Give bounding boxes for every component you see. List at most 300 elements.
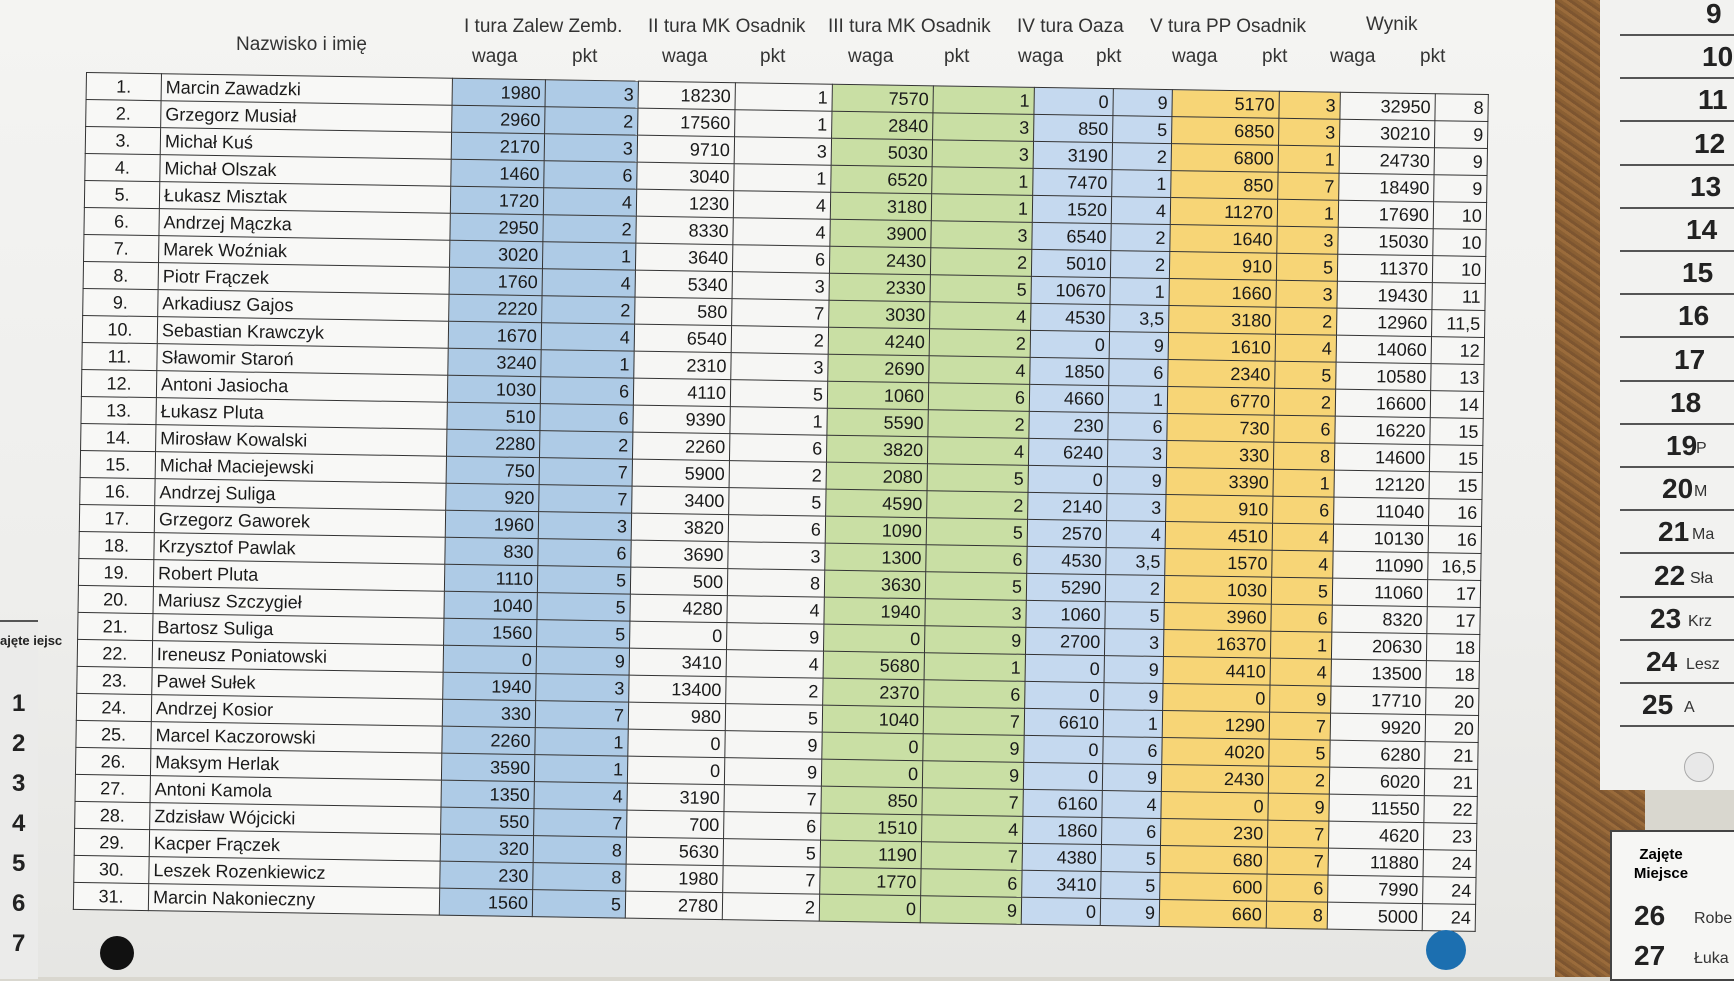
- participant-name: Leszek Rozenkiewicz: [149, 857, 440, 889]
- weight-cell: 1570: [1165, 549, 1272, 578]
- weight-cell: 3190: [627, 783, 724, 812]
- weight-cell: 320: [440, 834, 533, 862]
- points-cell: 5: [537, 566, 630, 594]
- participant-name: Antoni Jasiocha: [156, 371, 447, 403]
- weight-cell: 1660: [1169, 279, 1276, 308]
- weight-cell: 6020: [1329, 767, 1424, 795]
- row-number: 11.: [82, 342, 157, 370]
- side-place-number: 27: [1634, 940, 1666, 971]
- weight-cell: 4530: [1031, 303, 1110, 331]
- participant-name: Łukasz Pluta: [156, 398, 447, 430]
- participant-name: Marek Woźniak: [159, 236, 450, 268]
- points-cell: 6: [538, 539, 631, 567]
- weight-cell: 330: [1166, 441, 1273, 470]
- points-cell: 7: [921, 842, 1022, 871]
- side-place-name: Ma: [1692, 526, 1715, 544]
- header-weight-2: waga: [662, 46, 708, 67]
- weight-cell: 5170: [1172, 90, 1279, 119]
- weight-cell: 5630: [626, 837, 723, 866]
- weight-cell: 5900: [632, 459, 729, 488]
- points-cell: 9: [536, 647, 629, 675]
- weight-cell: 3190: [1033, 141, 1112, 169]
- left-place-number: 5: [12, 850, 26, 877]
- points-cell: 16: [1429, 499, 1482, 527]
- points-cell: 3: [1104, 629, 1163, 657]
- points-cell: 1: [1112, 170, 1171, 198]
- side-place-name: M: [1694, 483, 1708, 501]
- weight-cell: 4510: [1165, 522, 1272, 551]
- points-cell: 9: [922, 761, 1023, 790]
- weight-cell: 20630: [1331, 632, 1426, 660]
- weight-cell: 4240: [828, 327, 929, 356]
- weight-cell: 850: [1171, 171, 1278, 200]
- points-cell: 15: [1429, 445, 1482, 473]
- points-cell: 1: [542, 242, 635, 270]
- points-cell: 4: [1111, 197, 1170, 225]
- side-place-number: 21: [1658, 516, 1690, 548]
- side-row-divider: [1620, 596, 1734, 598]
- points-cell: 4: [733, 218, 830, 247]
- weight-cell: 750: [446, 456, 539, 484]
- row-number: 17.: [79, 504, 154, 532]
- points-cell: 7: [539, 458, 632, 486]
- points-cell: 9: [1268, 793, 1329, 821]
- weight-cell: 500: [630, 567, 727, 596]
- points-cell: 2: [1276, 307, 1337, 335]
- points-cell: 6: [544, 161, 637, 189]
- side-place-name: Robe: [1694, 910, 1733, 927]
- weight-cell: 5030: [831, 138, 932, 167]
- points-cell: 5: [1101, 845, 1160, 873]
- weight-cell: 910: [1169, 252, 1276, 281]
- weight-cell: 0: [823, 624, 924, 653]
- weight-cell: 4590: [826, 489, 927, 518]
- points-cell: 7: [724, 785, 821, 814]
- weight-cell: 3180: [830, 192, 931, 221]
- points-cell: 9: [1107, 467, 1166, 495]
- points-cell: 4: [542, 269, 635, 297]
- weight-cell: 3240: [448, 348, 541, 376]
- side-places-header: Zajęte Miejsce: [1633, 846, 1689, 882]
- row-number: 27.: [75, 774, 150, 802]
- row-number: 12.: [81, 369, 156, 397]
- weight-cell: 850: [821, 786, 922, 815]
- row-number: 15.: [80, 450, 155, 478]
- row-number: 30.: [74, 855, 149, 883]
- side-row-divider: [1620, 207, 1734, 209]
- weight-cell: 1040: [444, 591, 537, 619]
- points-cell: 4: [929, 356, 1030, 385]
- points-cell: 2: [930, 248, 1031, 277]
- points-cell: 7: [539, 485, 632, 513]
- weight-cell: 3410: [629, 648, 726, 677]
- points-cell: 1: [1103, 710, 1162, 738]
- weight-cell: 3820: [826, 435, 927, 464]
- weight-cell: 2960: [452, 105, 545, 133]
- weight-cell: 3640: [635, 243, 732, 272]
- participant-name: Michał Kuś: [160, 128, 451, 160]
- weight-cell: 14600: [1334, 443, 1429, 471]
- weight-cell: 19430: [1337, 281, 1432, 309]
- points-cell: 7: [1269, 712, 1330, 740]
- side-place-number: 9: [1706, 0, 1722, 29]
- weight-cell: 4660: [1029, 384, 1108, 412]
- weight-cell: 1350: [441, 780, 534, 808]
- points-cell: 2: [1268, 766, 1329, 794]
- points-cell: 1: [1278, 145, 1339, 173]
- participant-name: Arkadiusz Gajos: [158, 290, 449, 322]
- side-row-divider: [1620, 466, 1734, 468]
- weight-cell: 2330: [829, 273, 930, 302]
- weight-cell: 6280: [1330, 740, 1425, 768]
- participant-name: Andrzej Suliga: [155, 479, 446, 511]
- points-cell: 9: [1109, 332, 1168, 360]
- points-cell: 7: [1278, 172, 1339, 200]
- points-cell: 3: [538, 512, 631, 540]
- points-cell: 6: [728, 515, 825, 544]
- side-row-divider: [1620, 164, 1734, 166]
- push-pin-white: [1684, 752, 1714, 782]
- weight-cell: 730: [1167, 414, 1274, 443]
- participant-name: Marcin Nakonieczny: [148, 884, 439, 916]
- side-row-divider: [1620, 509, 1734, 511]
- weight-cell: 830: [445, 537, 538, 565]
- points-cell: 4: [930, 302, 1031, 331]
- weight-cell: 14060: [1336, 335, 1431, 363]
- weight-cell: 3630: [824, 570, 925, 599]
- weight-cell: 4620: [1328, 821, 1423, 849]
- points-cell: 9: [1102, 764, 1161, 792]
- points-cell: 11: [1432, 283, 1485, 311]
- row-number: 28.: [75, 801, 150, 829]
- side-place-number: 24: [1646, 646, 1678, 677]
- weight-cell: 1560: [444, 618, 537, 646]
- side-place-number: 19: [1666, 430, 1698, 461]
- points-cell: 3: [544, 134, 637, 162]
- left-place-number: 6: [12, 890, 26, 917]
- row-number: 13.: [81, 396, 156, 424]
- weight-cell: 3390: [1166, 468, 1273, 497]
- points-cell: 2: [539, 431, 632, 459]
- weight-cell: 2340: [1168, 360, 1275, 389]
- left-place-number: 7: [12, 930, 26, 957]
- weight-cell: 11370: [1337, 254, 1432, 282]
- points-cell: 4: [1272, 523, 1333, 551]
- weight-cell: 660: [1159, 899, 1266, 928]
- weight-cell: 0: [443, 645, 536, 673]
- points-cell: 7: [534, 809, 627, 837]
- weight-cell: 5010: [1031, 249, 1110, 277]
- points-cell: 2: [1110, 251, 1169, 279]
- weight-cell: 1760: [449, 267, 542, 295]
- points-cell: 5: [730, 380, 827, 409]
- points-cell: 7: [732, 299, 829, 328]
- points-cell: 9: [1104, 656, 1163, 684]
- participant-name: Mariusz Szczygieł: [153, 587, 444, 619]
- points-cell: 15: [1430, 418, 1483, 446]
- points-cell: 7: [1267, 820, 1328, 848]
- weight-cell: 4530: [1027, 546, 1106, 574]
- header-weight-1: waga: [472, 46, 518, 67]
- points-cell: 4: [1106, 521, 1165, 549]
- side-place-name: Krz: [1688, 612, 1712, 630]
- weight-cell: 2700: [1025, 627, 1104, 655]
- points-cell: 24: [1423, 850, 1476, 878]
- points-cell: 5: [926, 518, 1027, 547]
- weight-cell: 2690: [828, 354, 929, 383]
- points-cell: 4: [534, 782, 627, 810]
- header-round-4: IV tura Oaza: [1017, 16, 1124, 37]
- points-cell: 8: [1435, 94, 1488, 122]
- weight-cell: 2140: [1028, 492, 1107, 520]
- weight-cell: 0: [1028, 465, 1107, 493]
- participant-name: Andrzej Mączka: [159, 209, 450, 241]
- weight-cell: 2220: [449, 294, 542, 322]
- points-cell: 1: [1270, 631, 1331, 659]
- weight-cell: 600: [1160, 872, 1267, 901]
- weight-cell: 1460: [451, 159, 544, 187]
- points-cell: 4: [1270, 658, 1331, 686]
- points-cell: 10: [1433, 229, 1486, 257]
- weight-cell: 17690: [1338, 200, 1433, 228]
- points-cell: 2: [928, 410, 1029, 439]
- header-points-3: pkt: [944, 46, 970, 67]
- points-cell: 5: [1105, 602, 1164, 630]
- points-cell: 6: [1267, 874, 1328, 902]
- participant-name: Michał Maciejewski: [155, 452, 446, 484]
- participant-name: Sławomir Staroń: [157, 344, 448, 376]
- weight-cell: 0: [1021, 897, 1100, 925]
- weight-cell: 2080: [826, 462, 927, 491]
- points-cell: 4: [727, 596, 824, 625]
- points-cell: 9: [1434, 121, 1487, 149]
- weight-cell: 1230: [636, 189, 733, 218]
- weight-cell: 0: [821, 759, 922, 788]
- side-place-number: 26: [1634, 900, 1666, 931]
- weight-cell: 1290: [1162, 710, 1269, 739]
- push-pin-blue: [1426, 930, 1466, 970]
- weight-cell: 680: [1160, 845, 1267, 874]
- weight-cell: 6540: [634, 324, 731, 353]
- points-cell: 12: [1431, 337, 1484, 365]
- weight-cell: 0: [819, 894, 920, 923]
- points-cell: 2: [929, 329, 1030, 358]
- weight-cell: 910: [1166, 495, 1273, 524]
- weight-cell: 7990: [1328, 875, 1423, 903]
- weight-cell: 0: [1161, 791, 1268, 820]
- points-cell: 4: [726, 650, 823, 679]
- points-cell: 4: [541, 323, 634, 351]
- header-round-1: I tura Zalew Zemb.: [464, 16, 623, 37]
- weight-cell: 1960: [445, 510, 538, 538]
- weight-cell: 24730: [1339, 146, 1434, 174]
- results-table-body: [73, 73, 1488, 932]
- weight-cell: 3820: [631, 513, 728, 542]
- points-cell: 6: [926, 545, 1027, 574]
- points-cell: 6: [921, 869, 1022, 898]
- weight-cell: 1640: [1170, 225, 1277, 254]
- points-cell: 6: [1271, 604, 1332, 632]
- participant-name: Marcin Zawadzki: [161, 74, 452, 106]
- participant-name: Maksym Herlak: [150, 749, 441, 781]
- weight-cell: 8320: [1332, 605, 1427, 633]
- weight-cell: 11880: [1328, 848, 1423, 876]
- weight-cell: 1040: [822, 705, 923, 734]
- points-cell: 2: [1274, 388, 1335, 416]
- weight-cell: 230: [1029, 411, 1108, 439]
- points-cell: 9: [924, 626, 1025, 655]
- points-cell: 9: [1100, 899, 1159, 927]
- weight-cell: 4110: [633, 378, 730, 407]
- points-cell: 16: [1428, 526, 1481, 554]
- weight-cell: 5340: [635, 270, 732, 299]
- side-place-number: 13: [1690, 170, 1722, 202]
- row-number: 9.: [83, 288, 158, 316]
- weight-cell: 2260: [632, 432, 729, 461]
- row-number: 22.: [77, 639, 152, 667]
- weight-cell: 580: [635, 297, 732, 326]
- weight-cell: 9920: [1330, 713, 1425, 741]
- points-cell: 1: [535, 728, 628, 756]
- weight-cell: 1940: [824, 597, 925, 626]
- points-cell: 1: [735, 83, 832, 112]
- weight-cell: 0: [1025, 654, 1104, 682]
- weight-cell: 6850: [1172, 117, 1279, 146]
- weight-cell: 1770: [820, 867, 921, 896]
- side-place-number: 14: [1686, 214, 1718, 245]
- weight-cell: 32950: [1340, 92, 1435, 120]
- weight-cell: 1860: [1023, 816, 1102, 844]
- weight-cell: 9710: [637, 135, 734, 164]
- row-number: 1.: [86, 73, 161, 101]
- side-row-divider: [1620, 336, 1734, 338]
- weight-cell: 850: [1034, 114, 1113, 142]
- weight-cell: 16220: [1335, 416, 1430, 444]
- points-cell: 3: [931, 221, 1032, 250]
- weight-cell: 9390: [633, 405, 730, 434]
- weight-cell: 920: [446, 483, 539, 511]
- weight-cell: 0: [1024, 735, 1103, 763]
- header-points-5: pkt: [1262, 46, 1288, 67]
- participant-name: Grzegorz Musiał: [161, 101, 452, 133]
- points-cell: 2: [729, 461, 826, 490]
- points-cell: 10: [1433, 202, 1486, 230]
- weight-cell: 11550: [1329, 794, 1424, 822]
- weight-cell: 17560: [638, 108, 735, 137]
- weight-cell: 4410: [1163, 656, 1270, 685]
- header-weight-4: waga: [1018, 46, 1064, 67]
- points-cell: 17: [1427, 580, 1480, 608]
- points-cell: 5: [1101, 872, 1160, 900]
- weight-cell: 10130: [1333, 524, 1428, 552]
- weight-cell: 1510: [821, 813, 922, 842]
- row-number: 31.: [73, 882, 148, 910]
- points-cell: 16,5: [1428, 553, 1481, 581]
- points-cell: 14: [1430, 391, 1483, 419]
- row-number: 3.: [85, 127, 160, 155]
- points-cell: 7: [922, 788, 1023, 817]
- weight-cell: 1850: [1030, 357, 1109, 385]
- points-cell: 24: [1422, 904, 1475, 932]
- weight-cell: 0: [1023, 762, 1102, 790]
- weight-cell: 980: [628, 702, 725, 731]
- weight-cell: 11060: [1332, 578, 1427, 606]
- weight-cell: 230: [440, 861, 533, 889]
- weight-cell: 5290: [1026, 573, 1105, 601]
- weight-cell: 3690: [631, 540, 728, 569]
- weight-cell: 1190: [820, 840, 921, 869]
- points-cell: 1: [1277, 199, 1338, 227]
- points-cell: 6: [540, 377, 633, 405]
- header-points-2: pkt: [760, 46, 786, 67]
- participant-name: Paweł Sułek: [152, 668, 443, 700]
- side-row-divider: [1620, 77, 1734, 79]
- points-cell: 1: [924, 653, 1025, 682]
- weight-cell: 0: [1163, 683, 1270, 712]
- header-weight-5: waga: [1172, 46, 1218, 67]
- weight-cell: 2370: [823, 678, 924, 707]
- points-cell: 1: [735, 110, 832, 139]
- points-cell: 3: [1276, 280, 1337, 308]
- weight-cell: 16370: [1163, 629, 1270, 658]
- participant-name: Andrzej Kosior: [151, 695, 442, 727]
- weight-cell: 15030: [1338, 227, 1433, 255]
- points-cell: 3: [545, 80, 638, 108]
- left-places-sheet: [0, 620, 38, 979]
- weight-cell: 5590: [827, 408, 928, 437]
- side-place-number: 16: [1678, 300, 1710, 332]
- points-cell: 8: [533, 836, 626, 864]
- points-cell: 5: [1113, 116, 1172, 144]
- points-cell: 3: [1107, 494, 1166, 522]
- row-number: 4.: [85, 153, 160, 181]
- points-cell: 3: [932, 140, 1033, 169]
- row-number: 10.: [82, 315, 157, 343]
- participant-name: Bartosz Suliga: [153, 614, 444, 646]
- points-cell: 6: [1273, 496, 1334, 524]
- side-place-name: Lesz: [1686, 656, 1720, 673]
- weight-cell: 3020: [449, 240, 542, 268]
- weight-cell: 6800: [1171, 144, 1278, 173]
- participant-name: Krzysztof Pawlak: [154, 533, 445, 565]
- weight-cell: 4380: [1022, 843, 1101, 871]
- points-cell: 6: [1108, 413, 1167, 441]
- weight-cell: 16600: [1335, 389, 1430, 417]
- points-cell: 3,5: [1110, 305, 1169, 333]
- row-number: 18.: [79, 531, 154, 559]
- points-cell: 6: [1103, 737, 1162, 765]
- header-result: Wynik: [1366, 14, 1418, 35]
- points-cell: 2: [1111, 224, 1170, 252]
- points-cell: 1: [734, 164, 831, 193]
- points-cell: 15: [1429, 472, 1482, 500]
- participant-name: Kacper Frączek: [149, 830, 440, 862]
- row-number: 19.: [78, 558, 153, 586]
- results-table: [73, 72, 1489, 932]
- weight-cell: 2280: [447, 429, 540, 457]
- side-place-name: A: [1684, 699, 1695, 717]
- points-cell: 6: [924, 680, 1025, 709]
- weight-cell: 6770: [1167, 387, 1274, 416]
- points-cell: 20: [1425, 715, 1478, 743]
- weight-cell: 12960: [1337, 308, 1432, 336]
- points-cell: 1: [933, 86, 1034, 115]
- participant-name: Piotr Frączek: [158, 263, 449, 295]
- weight-cell: 7570: [832, 84, 933, 113]
- points-cell: 4: [922, 815, 1023, 844]
- row-number: 7.: [84, 234, 159, 262]
- side-row-divider: [1620, 682, 1734, 684]
